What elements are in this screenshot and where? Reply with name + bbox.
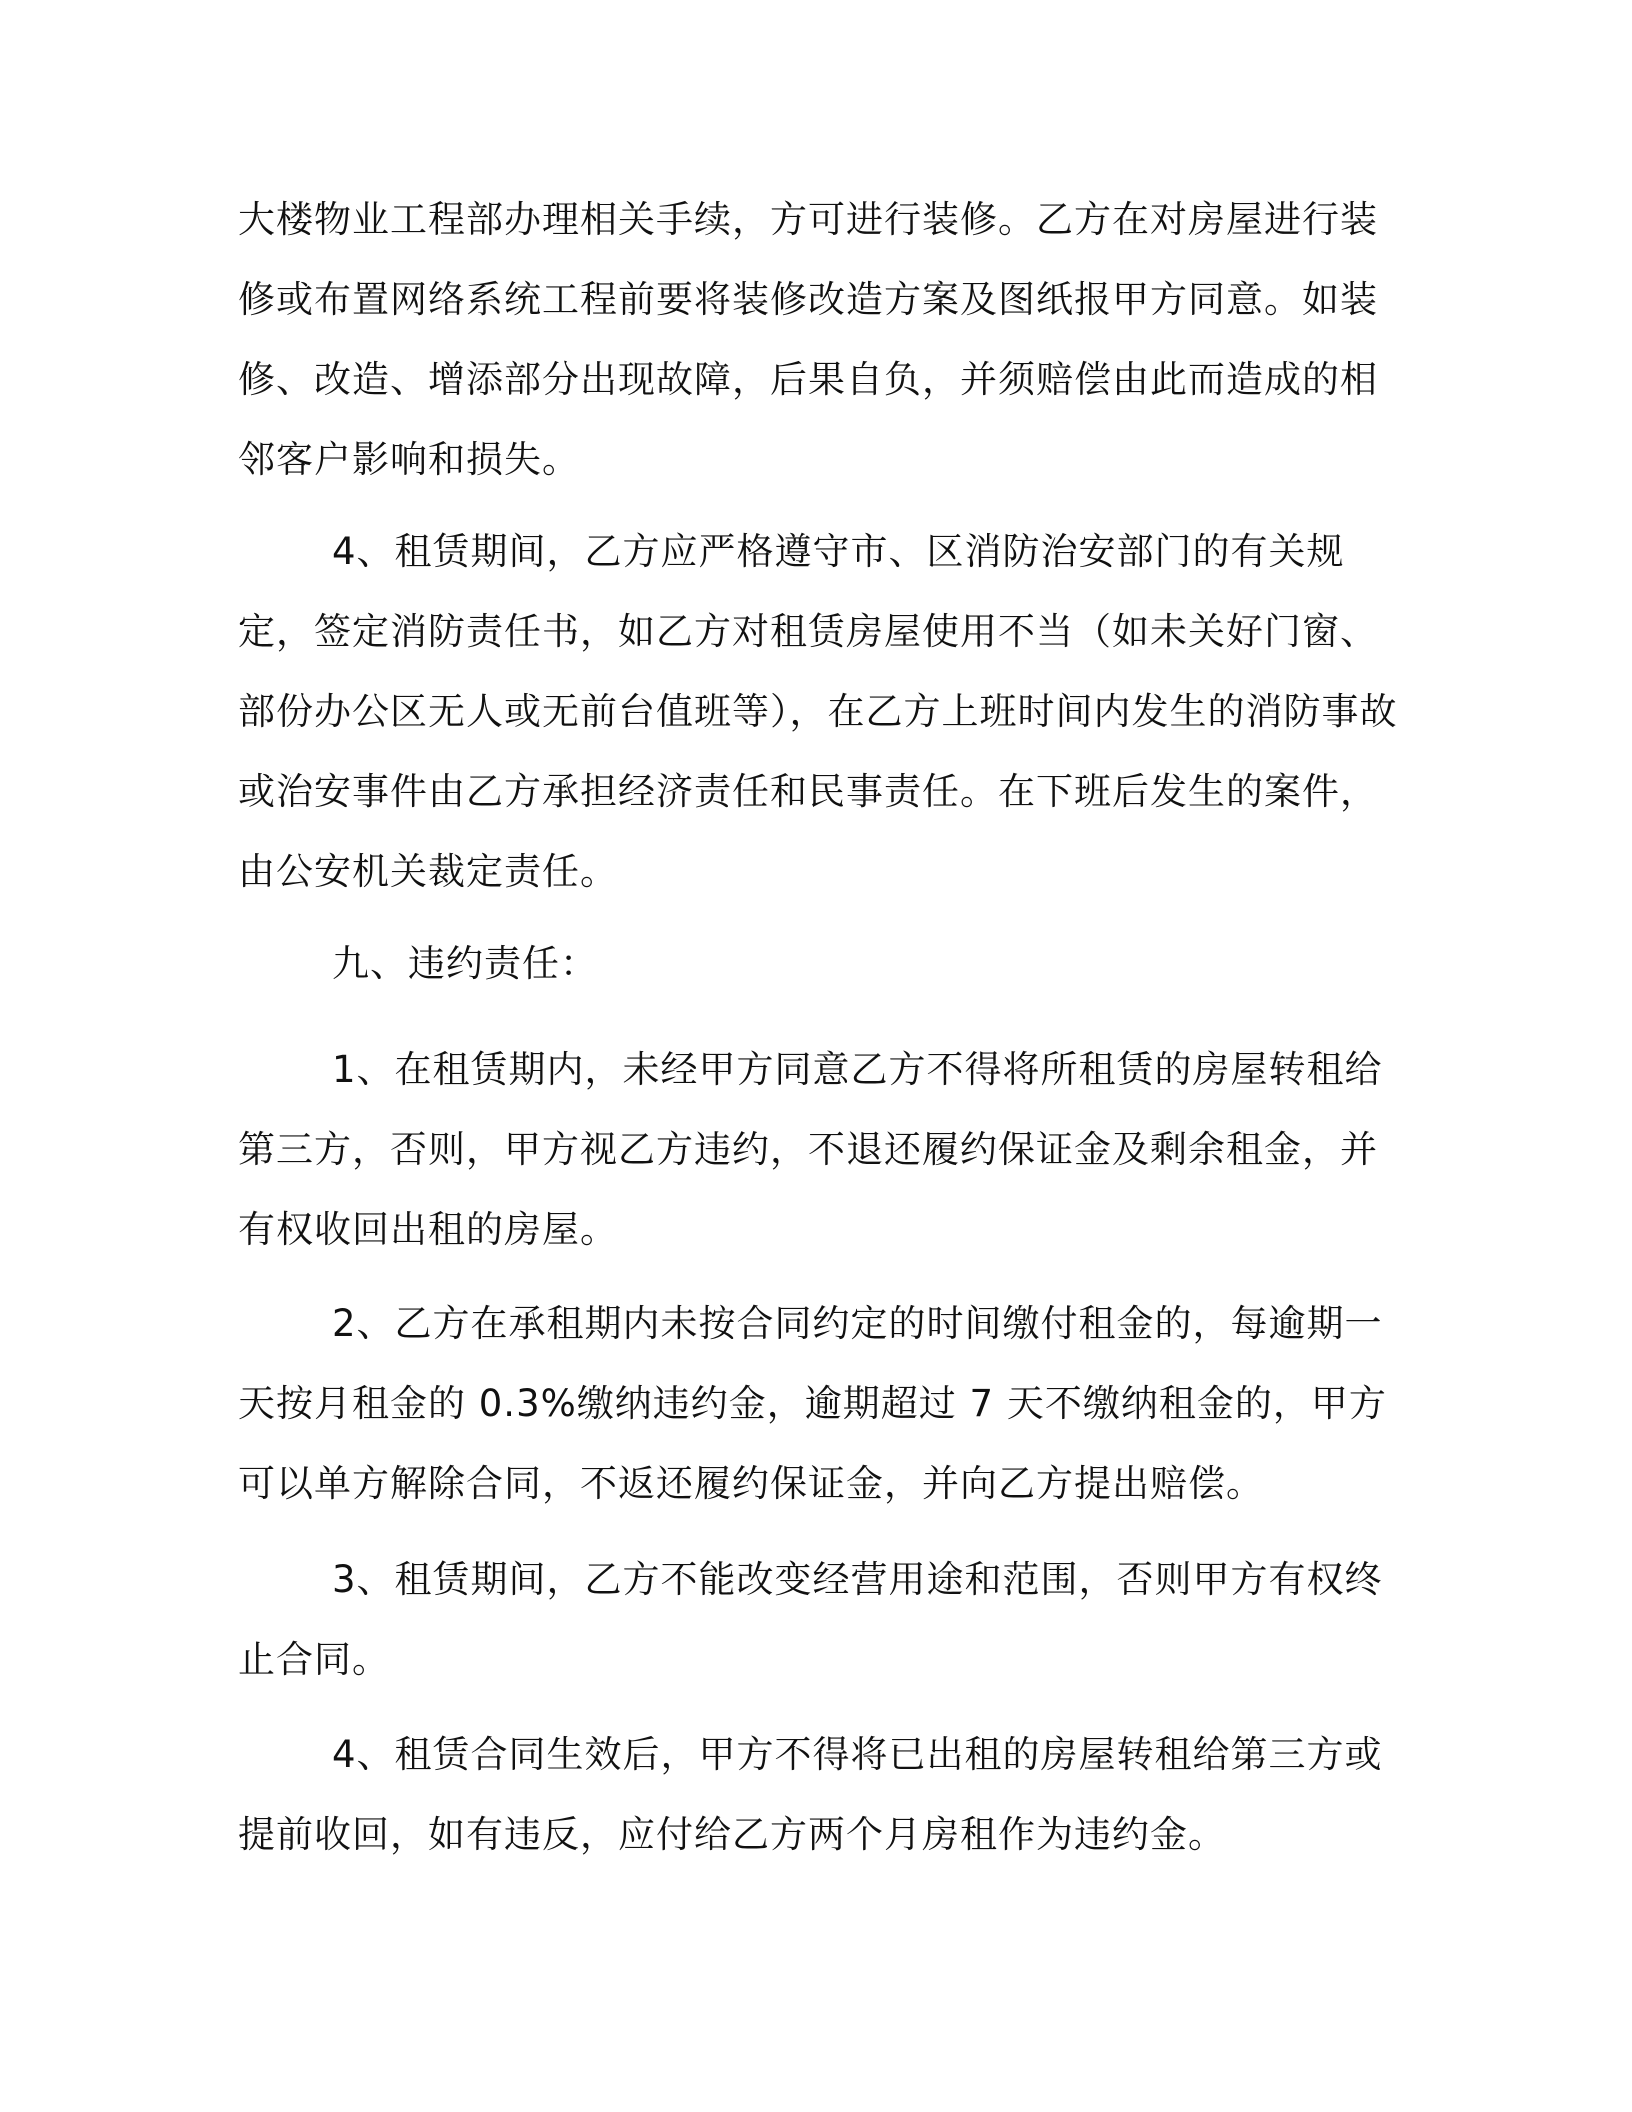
paragraph-breach-clause-4: 4、租赁合同生效后，甲方不得将已出租的房屋转租给第三方或提前收回，如有违反，应付给乙方两个月房租作为违约金。 [238,1733,1383,1856]
paragraph-breach-clause-1: 1、在租赁期内，未经甲方同意乙方不得将所租赁的房屋转租给第三方，否则，甲方视乙方违约，不退还履约保证金及剩余租金，并有权收回出租的房屋。 [238,1048,1383,1251]
paragraph-renovation-continued: 大楼物业工程部办理相关手续，方可进行装修。乙方在对房屋进行装修或布置网络系统工程前要将装修改造方案及图纸报甲方同意。如装修、改造、增添部分出现故障，后果自负，并须赔偿由此而造成的相邻客户影响和损失。 [238,198,1378,481]
paragraph-clause-4-fire-safety: 4、租赁期间，乙方应严格遵守市、区消防治安部门的有关规定，签定消防责任书，如乙方对租赁房屋使用不当（如未关好门窗、部份办公区无人或无前台值班等），在乙方上班时间内发生的消防事故或治安事件由乙方承担经济责任和民事责任。在下班后发生的案件，由公安机关裁定责任。 [238,530,1398,893]
paragraph-breach-clause-2: 2、乙方在承租期内未按合同约定的时间缴付租金的，每逾期一天按月租金的 0.3%缴纳违约金，逾期超过 7 天不缴纳租金的，甲方可以单方解除合同，不返还履约保证金，并向乙方提出赔偿。 [238,1302,1387,1505]
section-heading-breach-liability: 九、违约责任： [332,942,598,985]
paragraph-breach-clause-3: 3、租赁期间，乙方不能改变经营用途和范围，否则甲方有权终止合同。 [238,1558,1383,1681]
